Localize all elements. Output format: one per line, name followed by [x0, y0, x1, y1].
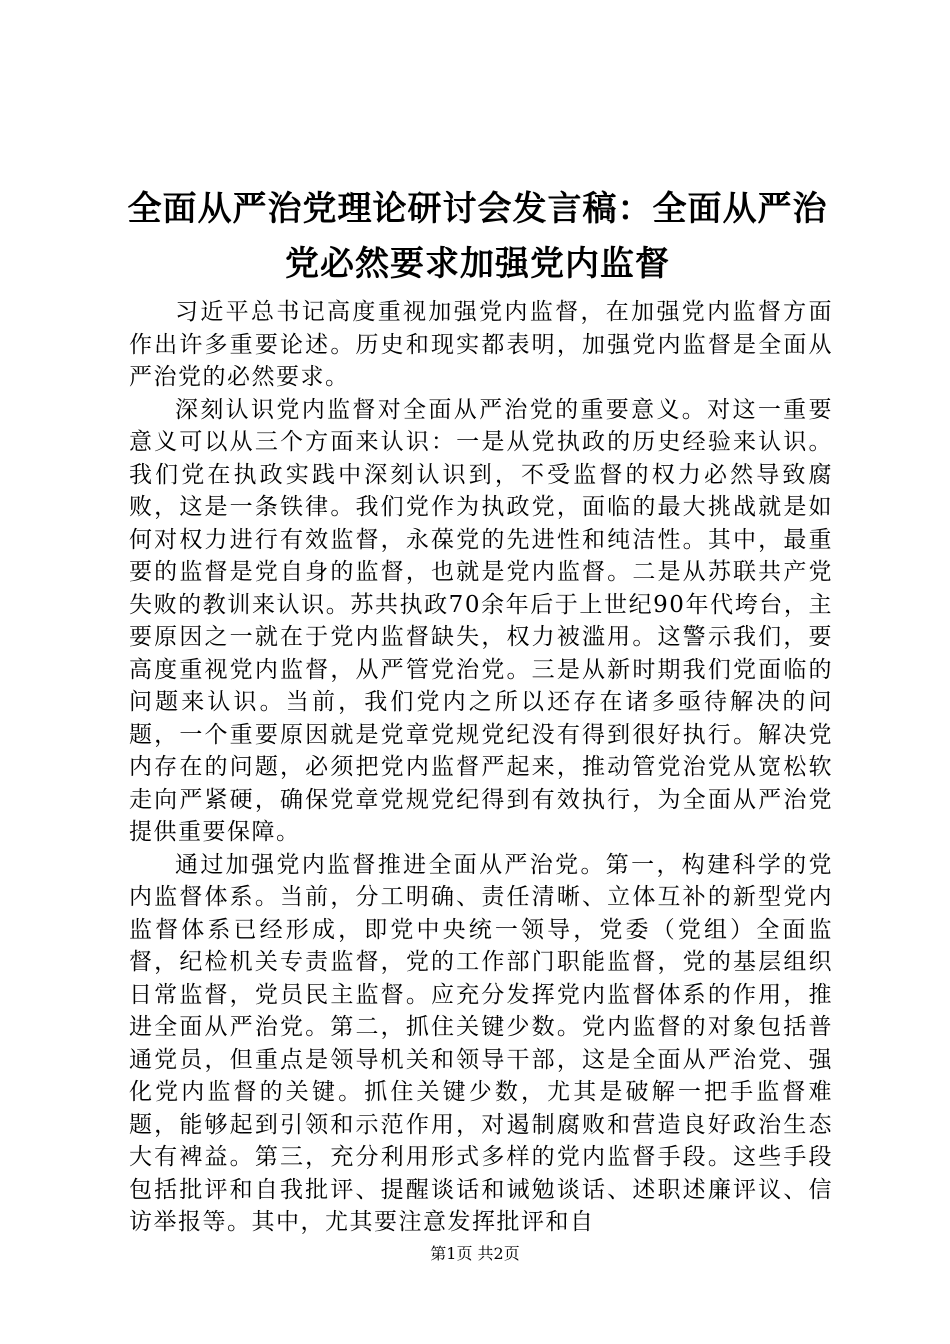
page-number: 第1页 共2页	[430, 1244, 520, 1263]
document-body	[129, 296, 833, 1239]
body-paragraph: 深刻认识党内监督对全面从严治党的重要意义。对这一重要意义可以从三个方面来认识：一是从党执政的历史经验来认识。我们党在执政实践中深刻认识到，不受监督的权力必然导致腐败，这是一条铁律。我们党作为执政党，面临的最大挑战就是如何对权力进行有效监督，永葆党的先进性和纯洁性。其中，最重要的监督是党自身的监督，也就是党内监督。二是从苏联共产党失败的教训来认识。苏共执政70余年后于上世纪90年代垮台，主要原因之一就在于党内监督缺失，权力被滥用。这警示我们，要高度重视党内监督，从严管党治党。三是从新时期我们党面临的问题来认识。当前，我们党内之所以还存在诸多亟待解决的问题，一个重要原因就是党章党规党纪没有得到很好执行。解决党内存在的问题，必须把党内监督严起来，推动管党治党从宽松软走向严紧硬，确保党章党规党纪得到有效执行，为全面从严治党提供重要保障。	[129, 396, 833, 845]
document-title: 全面从严治党理论研讨会发言稿：全面从严治党必然要求加强党内监督	[127, 189, 828, 284]
body-paragraph: 通过加强党内监督推进全面从严治党。第一，构建科学的党内监督体系。当前，分工明确、责任清晰、立体互补的新型党内监督体系已经形成，即党中央统一领导，党委（党组）全面监督，纪检机关专责监督，党的工作部门职能监督，党的基层组织日常监督，党员民主监督。应充分发挥党内监督体系的作用，推进全面从严治党。第二，抓住关键少数。党内监督的对象包括普通党员，但重点是领导机关和领导干部，这是全面从严治党、强化党内监督的关键。抓住关键少数，尤其是破解一把手监督难题，能够起到引领和示范作用，对遏制腐败和营造良好政治生态大有裨益。第三，充分利用形式多样的党内监督手段。这些手段包括批评和自我批评、提醒谈话和诫勉谈话、述职述廉评议、信访举报等。其中，尤其要注意发挥批评和自	[129, 851, 833, 1235]
body-paragraph: 习近平总书记高度重视加强党内监督，在加强党内监督方面作出许多重要论述。历史和现实都表明，加强党内监督是全面从严治党的必然要求。	[129, 299, 833, 390]
